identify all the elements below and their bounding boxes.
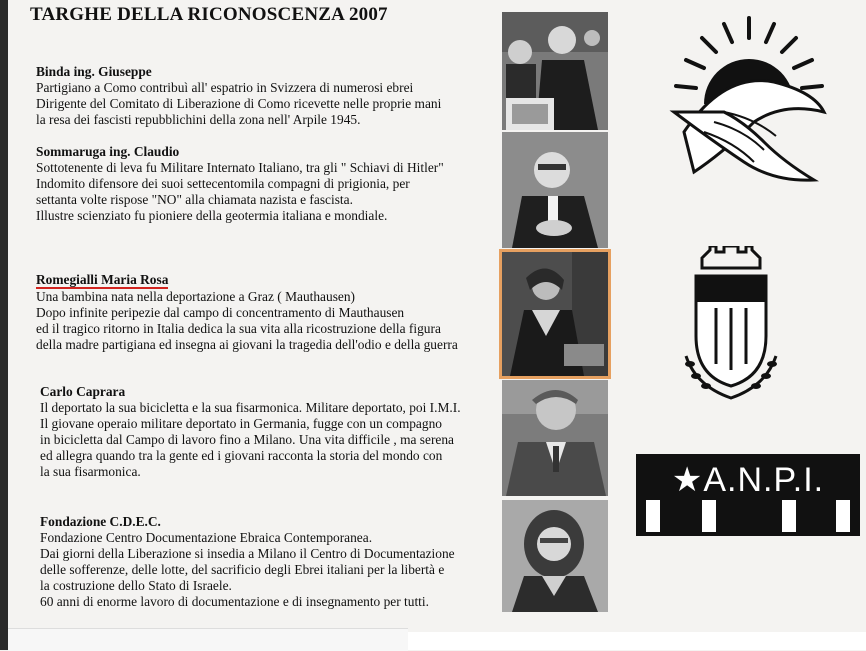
entry-line: Il deportato la sua bicicletta e la sua fisarmonica. Militare deportato, poi I.M.I. — [40, 400, 461, 415]
entry-romegialli — [36, 272, 506, 353]
entry-line: Dai giorni della Liberazione si insedia a Milano il Centro di Documentazione — [40, 546, 455, 561]
bleed-through-text — [612, 26, 616, 46]
entry-name: Fondazione C.D.E.C. — [40, 514, 161, 529]
entry-line: settanta volte rispose "NO" alla chiamata nazista e fascista. — [36, 192, 353, 207]
photo-binda — [502, 12, 608, 130]
entry-line: la sua fisarmonica. — [40, 464, 141, 479]
entry-line: Sottotenente di leva fu Militare Internato Italiano, tra gli " Schiavi di Hitler" — [36, 160, 444, 175]
photo-caprara — [502, 380, 608, 496]
entry-line: delle sofferenze, delle lotte, del sacrificio degli Ebrei italiani per la libertà e — [40, 562, 445, 577]
flag-stripe — [782, 500, 796, 532]
photo-sommaruga — [502, 132, 608, 248]
coat-of-arms-icon — [676, 246, 786, 406]
entry-cdec — [40, 514, 510, 610]
entry-line: Illustre scienziato fu pioniere della geotermia italiana e mondiale. — [36, 208, 388, 223]
entry-line: Il giovane operaio militare deportato in Germania, fugge con un compagno — [40, 416, 442, 431]
photo-cdec — [502, 500, 608, 612]
entry-line: Indomito difensore dei suoi settecentomila compagni di prigionia, per — [36, 176, 410, 191]
entry-name: Binda ing. Giuseppe — [36, 64, 152, 79]
entry-line: Fondazione Centro Documentazione Ebraica Contemporanea. — [40, 530, 373, 545]
entry-line: in bicicletta dal Campo di lavoro fino a Milano. Una vita difficile , ma serena — [40, 432, 454, 447]
entry-line: Dirigente del Comitato di Liberazione di Como ricevette nelle proprie mani — [36, 96, 442, 111]
entry-line: Partigiano a Como contribuì all' espatrio in Svizzera di numerosi ebrei — [36, 80, 414, 95]
entry-line: ed il tragico ritorno in Italia dedica la sua vita alla ricostruzione della figura — [36, 321, 441, 336]
entry-line: ed allegra quando tra la gente ed i giovani racconta la storia del mondo con — [40, 448, 443, 463]
flag-stripe — [702, 500, 716, 532]
entry-line: la costruzione dello Stato di Israele. — [40, 578, 232, 593]
hands-sun-icon — [664, 12, 834, 188]
entry-name: Carlo Caprara — [40, 384, 126, 399]
page-bottom-edge — [8, 628, 408, 651]
entry-line: la resa dei fascisti repubblichini della zona nell' Arpile 1945. — [36, 112, 361, 127]
entry-line: Una bambina nata nella deportazione a Graz ( Mauthausen) — [36, 289, 356, 304]
entry-line: 60 anni di enorme lavoro di documentazione e di insegnamento per tutti. — [40, 594, 429, 609]
flag-stripe — [836, 500, 850, 532]
entry-caprara — [40, 384, 510, 480]
entry-line: della madre partigiana ed insegna ai giovani la tragedia dell'odio e della guerra — [36, 337, 458, 352]
entry-line: Dopo infinite peripezie dal campo di concentramento di Mauthausen — [36, 305, 405, 320]
page-bottom-edge-right — [408, 632, 866, 650]
entry-name: Sommaruga ing. Claudio — [36, 144, 180, 159]
document-title: TARGHE DELLA RICONOSCENZA 2007 — [30, 4, 388, 25]
flag-stripe — [646, 500, 660, 532]
photo-romegialli — [502, 252, 608, 376]
entry-binda — [36, 64, 506, 128]
entry-sommaruga — [36, 144, 506, 224]
entry-name-underlined: Romegialli Maria Rosa — [36, 272, 169, 287]
page-edge-shadow — [0, 0, 8, 650]
anpi-logo-text: ★A.N.P.I. — [671, 461, 825, 499]
anpi-logo — [636, 454, 860, 536]
